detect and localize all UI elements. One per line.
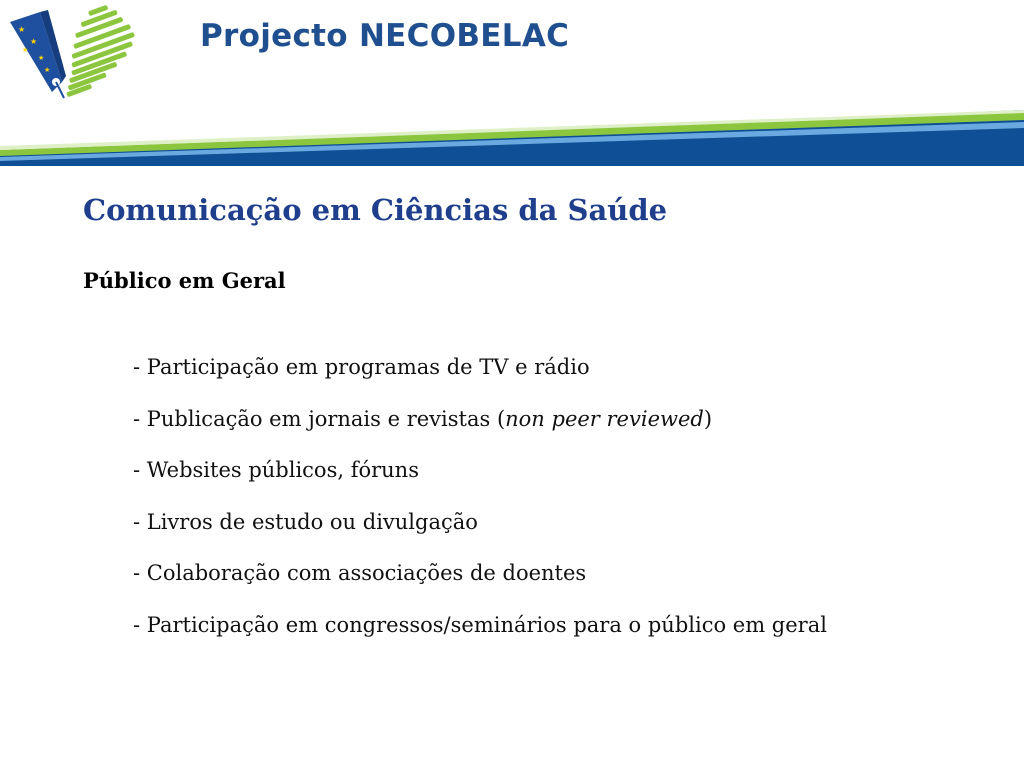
bullet-item: - Colaboração com associações de doentes	[133, 561, 587, 585]
slide-title: Comunicação em Ciências da Saúde	[83, 193, 668, 227]
pen-nib-icon	[10, 10, 66, 98]
svg-text:★: ★	[30, 37, 38, 46]
necobelac-logo	[0, 0, 160, 105]
svg-text:★: ★	[18, 25, 26, 34]
svg-text:★: ★	[38, 54, 45, 62]
bullet-item: - Websites públicos, fóruns	[133, 458, 419, 482]
italic-term: non peer reviewed	[505, 406, 704, 431]
header	[0, 0, 1024, 165]
project-title: Projecto NECOBELAC	[200, 18, 570, 54]
bullet-list	[133, 352, 827, 661]
header-banner-stripe	[0, 110, 1024, 166]
svg-text:★: ★	[44, 66, 51, 74]
bullet-item: - Participação em congressos/seminários para o público em geral	[133, 612, 827, 637]
bullet-item: - Participação em programas de TV e rádio	[133, 355, 590, 379]
section-subtitle: Público em Geral	[83, 268, 286, 293]
bullet-item: - Livros de estudo ou divulgação	[133, 509, 478, 534]
svg-text:★: ★	[22, 46, 29, 54]
bullet-item: - Publicação em jornais e revistas (non peer reviewed)	[133, 406, 713, 431]
green-stripes-graphic	[66, 5, 135, 98]
